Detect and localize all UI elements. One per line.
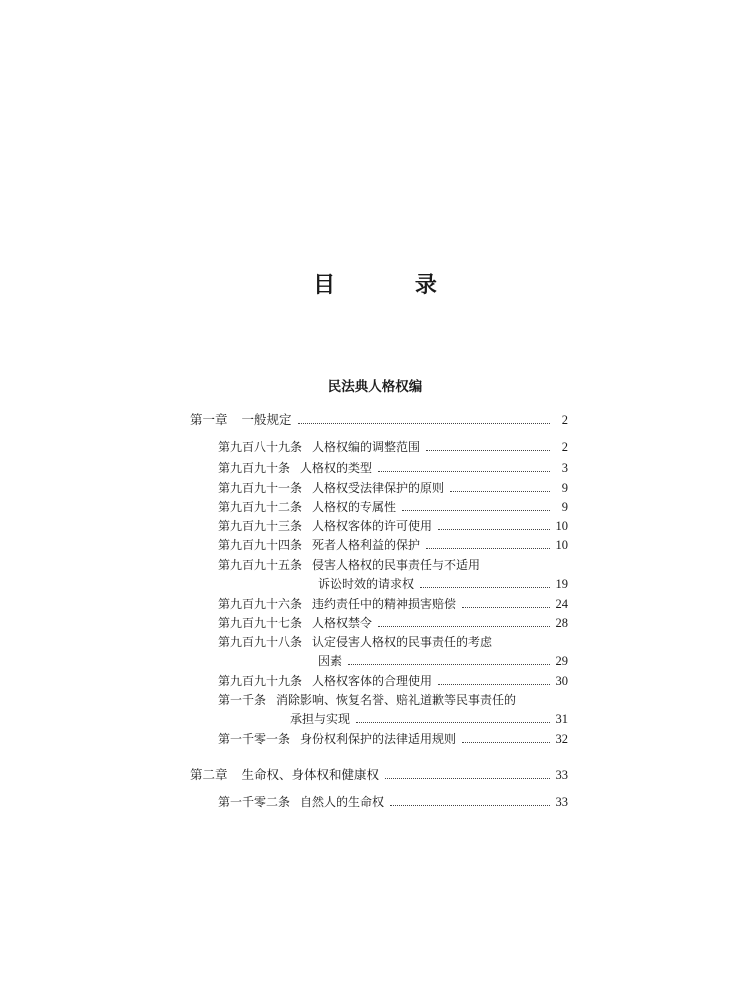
toc-article[interactable] (218, 535, 568, 553)
leader-dots (390, 804, 550, 806)
toc-article[interactable] (218, 555, 568, 573)
article-title: 自然人的生命权 (300, 795, 385, 809)
page-number: 9 (561, 500, 568, 514)
toc-article[interactable] (218, 632, 568, 650)
article-number: 第九百九十九条 (218, 674, 303, 688)
toc-article[interactable] (218, 729, 568, 747)
chapter-number: 第一章 (190, 412, 228, 427)
page-number: 28 (555, 616, 568, 630)
page-title: 目 录 (313, 272, 473, 298)
article-title-continued: 承担与实现 (290, 712, 351, 726)
article-title: 人格权的类型 (300, 461, 373, 475)
leader-dots (426, 547, 550, 549)
article-number: 第九百九十六条 (218, 597, 303, 611)
article-title: 人格权客体的合理使用 (312, 674, 433, 688)
toc-chapter[interactable] (190, 765, 568, 783)
leader-dots (426, 449, 550, 451)
article-title: 人格权编的调整范围 (312, 440, 421, 454)
leader-dots (420, 586, 550, 588)
page-number: 2 (561, 440, 568, 454)
toc-continuation[interactable] (318, 574, 568, 592)
leader-dots (438, 528, 550, 530)
article-title-continued: 因素 (318, 654, 343, 668)
article-title: 消除影响、恢复名誉、赔礼道歉等民事责任的 (276, 693, 517, 707)
article-number: 第九百九十一条 (218, 481, 303, 495)
leader-dots (385, 777, 550, 779)
toc-article[interactable] (218, 458, 568, 476)
section-title: 民法典人格权编 (327, 379, 423, 395)
toc-continuation[interactable] (318, 651, 568, 669)
article-number: 第九百九十二条 (218, 500, 303, 514)
leader-dots (348, 663, 550, 665)
page-number: 3 (561, 461, 568, 475)
article-number: 第九百九十条 (218, 461, 291, 475)
article-title-continued: 诉讼时效的请求权 (318, 577, 415, 591)
toc-continuation[interactable] (290, 709, 568, 727)
article-number: 第一千条 (218, 693, 267, 707)
page-number: 31 (555, 712, 568, 726)
page-number: 32 (555, 732, 568, 746)
article-title: 违约责任中的精神损害赔偿 (312, 597, 457, 611)
article-title: 人格权受法律保护的原则 (312, 481, 445, 495)
page-number: 30 (555, 674, 568, 688)
leader-dots (356, 721, 550, 723)
page-number: 29 (555, 654, 568, 668)
toc-article[interactable] (218, 594, 568, 612)
article-number: 第九百九十三条 (218, 519, 303, 533)
leader-dots (462, 606, 550, 608)
toc-article[interactable] (218, 478, 568, 496)
leader-dots (462, 741, 550, 743)
page-number: 33 (555, 768, 568, 782)
page-number: 10 (555, 538, 568, 552)
leader-dots (378, 625, 550, 627)
page-number: 10 (555, 519, 568, 533)
article-title: 人格权禁令 (312, 616, 373, 630)
article-number: 第一千零二条 (218, 795, 291, 809)
article-title: 身份权利保护的法律适用规则 (300, 732, 457, 746)
toc-article[interactable] (218, 671, 568, 689)
page-number: 19 (555, 577, 568, 591)
article-number: 第九百九十七条 (218, 616, 303, 630)
toc-article[interactable] (218, 497, 568, 515)
toc-article[interactable] (218, 613, 568, 631)
toc-article[interactable] (218, 690, 568, 708)
toc-article[interactable] (218, 792, 568, 810)
article-title: 侵害人格权的民事责任与不适用 (312, 558, 481, 572)
article-title: 人格权客体的许可使用 (312, 519, 433, 533)
article-title: 人格权的专属性 (312, 500, 397, 514)
article-title: 死者人格利益的保护 (312, 538, 421, 552)
leader-dots (450, 490, 550, 492)
article-number: 第一千零一条 (218, 732, 291, 746)
toc-article[interactable] (218, 516, 568, 534)
page-number: 24 (555, 597, 568, 611)
leader-dots (378, 470, 550, 472)
leader-dots (298, 422, 550, 424)
page-number: 33 (555, 795, 568, 809)
chapter-number: 第二章 (190, 767, 228, 782)
article-number: 第九百九十五条 (218, 558, 303, 572)
chapter-title: 一般规定 (241, 412, 292, 427)
leader-dots (402, 509, 550, 511)
leader-dots (438, 683, 550, 685)
page-number: 2 (561, 413, 568, 427)
article-number: 第九百九十八条 (218, 635, 303, 649)
page-number: 9 (561, 481, 568, 495)
article-title: 认定侵害人格权的民事责任的考虑 (312, 635, 493, 649)
toc-chapter[interactable] (190, 410, 568, 428)
article-number: 第九百九十四条 (218, 538, 303, 552)
article-number: 第九百八十九条 (218, 440, 303, 454)
chapter-title: 生命权、身体权和健康权 (241, 767, 380, 782)
toc-article[interactable] (218, 437, 568, 455)
